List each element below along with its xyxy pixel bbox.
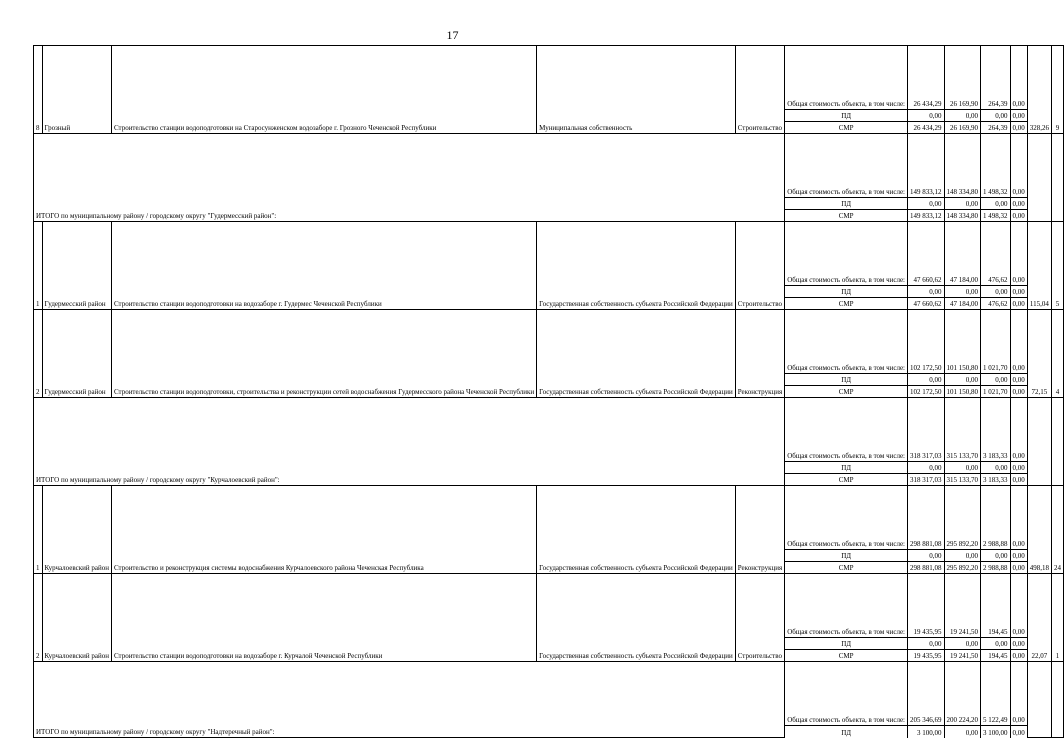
smr-value-3: 3 183,33 bbox=[981, 474, 1011, 486]
pd-value-4: 0,00 bbox=[1010, 638, 1027, 650]
pd-value-2: 0,00 bbox=[944, 286, 981, 298]
cost-label-total: Общая стоимость объекта, в том числе: bbox=[785, 486, 908, 550]
smr-value-4: 0,00 bbox=[1010, 562, 1027, 574]
object-name: Строительство станции водоподготовки на Старосунженском водозаборе г. Грозного Чеченской Республики bbox=[111, 46, 536, 134]
count-value: 1 bbox=[1052, 574, 1064, 662]
pd-value-4: 0,00 bbox=[1010, 198, 1027, 210]
total-value-1: 102 172,50 bbox=[908, 310, 945, 374]
total-value-4: 0,00 bbox=[1010, 310, 1027, 374]
cost-label-smr: СМР bbox=[785, 474, 908, 486]
row-number: 8 bbox=[34, 46, 43, 134]
pd-value-2: 0,00 bbox=[944, 462, 981, 474]
total-value-2: 148 334,80 bbox=[944, 134, 981, 198]
pd-value-1: 0,00 bbox=[908, 638, 945, 650]
cost-label-total: Общая стоимость объекта, в том числе: bbox=[785, 662, 908, 726]
total-value-4: 0,00 bbox=[1010, 222, 1027, 286]
smr-value-3: 2 988,88 bbox=[981, 562, 1011, 574]
smr-value-3: 1 021,70 bbox=[981, 386, 1011, 398]
count-value bbox=[1052, 662, 1064, 738]
pd-value-4: 0,00 bbox=[1010, 110, 1027, 122]
ownership: Государственная собственность субъекта Российской Федерации bbox=[537, 486, 736, 574]
smr-value-1: 318 317,03 bbox=[908, 474, 945, 486]
smr-value-4: 0,00 bbox=[1010, 474, 1027, 486]
pd-value-2: 0,00 bbox=[944, 374, 981, 386]
count-value bbox=[1052, 134, 1064, 222]
cost-label-pd: ПД bbox=[785, 462, 908, 474]
cost-label-pd: ПД bbox=[785, 550, 908, 562]
municipality: Грозный bbox=[42, 46, 111, 134]
count-value: 24 bbox=[1052, 486, 1064, 574]
row-number: 2 bbox=[34, 310, 43, 398]
smr-value-4: 0,00 bbox=[1010, 650, 1027, 662]
cost-label-pd: ПД bbox=[785, 286, 908, 298]
object-name: Строительство станции водоподготовки, строительства и реконструкции сетей водоснабжения Гудермесского района Чеченской Республики bbox=[111, 310, 536, 398]
pd-value-2: 0,00 bbox=[944, 550, 981, 562]
pd-value-2: 0,00 bbox=[944, 726, 981, 738]
total-value-4: 0,00 bbox=[1010, 662, 1027, 726]
table-row bbox=[34, 134, 1064, 198]
total-value-2: 200 224,20 bbox=[944, 662, 981, 726]
smr-value-2: 101 150,80 bbox=[944, 386, 981, 398]
total-value-1: 205 346,69 bbox=[908, 662, 945, 726]
cost-label-pd: ПД bbox=[785, 638, 908, 650]
group-total-label: ИТОГО по муниципальному району / городскому округу "Курчалоевский район": bbox=[34, 398, 785, 486]
object-name: Строительство станции водоподготовки на водозаборе г. Курчалой Чеченской Республики bbox=[111, 574, 536, 662]
cost-label-smr: СМР bbox=[785, 210, 908, 222]
cost-label-smr: СМР bbox=[785, 386, 908, 398]
pd-value-1: 0,00 bbox=[908, 374, 945, 386]
total-value-1: 318 317,03 bbox=[908, 398, 945, 462]
total-value-3: 1 498,32 bbox=[981, 134, 1011, 198]
count-value: 9 bbox=[1052, 46, 1064, 134]
capacity-value bbox=[1027, 134, 1051, 222]
pd-value-2: 0,00 bbox=[944, 198, 981, 210]
smr-value-2: 26 169,90 bbox=[944, 122, 981, 134]
work-type: Строительство bbox=[735, 574, 784, 662]
total-value-3: 2 988,88 bbox=[981, 486, 1011, 550]
row-number: 2 bbox=[34, 574, 43, 662]
count-value: 4 bbox=[1052, 310, 1064, 398]
smr-value-3: 476,62 bbox=[981, 298, 1011, 310]
pd-value-3: 0,00 bbox=[981, 198, 1011, 210]
total-value-3: 1 021,70 bbox=[981, 310, 1011, 374]
pd-value-3: 3 100,00 bbox=[981, 726, 1011, 738]
smr-value-1: 26 434,29 bbox=[908, 122, 945, 134]
table-row bbox=[34, 574, 1064, 638]
total-value-1: 26 434,29 bbox=[908, 46, 945, 110]
object-name: Строительство станции водоподготовки на водозаборе г. Гудермес Чеченской Республики bbox=[111, 222, 536, 310]
total-value-3: 3 183,33 bbox=[981, 398, 1011, 462]
table-body bbox=[34, 46, 1064, 738]
municipality: Гудермесский район bbox=[42, 222, 111, 310]
smr-value-3: 194,45 bbox=[981, 650, 1011, 662]
pd-value-2: 0,00 bbox=[944, 638, 981, 650]
smr-value-2: 315 133,70 bbox=[944, 474, 981, 486]
cost-label-total: Общая стоимость объекта, в том числе: bbox=[785, 134, 908, 198]
pd-value-3: 0,00 bbox=[981, 110, 1011, 122]
table-row bbox=[34, 222, 1064, 286]
cost-label-pd: ПД bbox=[785, 374, 908, 386]
total-value-1: 298 881,08 bbox=[908, 486, 945, 550]
cost-label-total: Общая стоимость объекта, в том числе: bbox=[785, 222, 908, 286]
capacity-value: 22,07 bbox=[1027, 574, 1051, 662]
total-value-4: 0,00 bbox=[1010, 46, 1027, 110]
total-value-3: 5 122,49 bbox=[981, 662, 1011, 726]
count-value: 5 bbox=[1052, 222, 1064, 310]
cost-label-pd: ПД bbox=[785, 726, 908, 738]
cost-label-total: Общая стоимость объекта, в том числе: bbox=[785, 310, 908, 374]
smr-value-4: 0,00 bbox=[1010, 386, 1027, 398]
smr-value-1: 298 881,08 bbox=[908, 562, 945, 574]
total-value-1: 19 435,95 bbox=[908, 574, 945, 638]
table-row bbox=[34, 486, 1064, 550]
municipality: Курчалоевский район bbox=[42, 486, 111, 574]
cost-label-smr: СМР bbox=[785, 298, 908, 310]
cost-label-pd: ПД bbox=[785, 110, 908, 122]
total-value-4: 0,00 bbox=[1010, 574, 1027, 638]
smr-value-2: 148 334,80 bbox=[944, 210, 981, 222]
count-value bbox=[1052, 398, 1064, 486]
municipality: Гудермесский район bbox=[42, 310, 111, 398]
total-value-3: 264,39 bbox=[981, 46, 1011, 110]
row-number: 1 bbox=[34, 486, 43, 574]
total-value-2: 101 150,80 bbox=[944, 310, 981, 374]
smr-value-2: 19 241,50 bbox=[944, 650, 981, 662]
object-name: Строительство и реконструкция системы водоснабжения Курчалоевского района Чеченская Республика bbox=[111, 486, 536, 574]
smr-value-1: 47 660,62 bbox=[908, 298, 945, 310]
work-type: Строительство bbox=[735, 46, 784, 134]
group-total-label: ИТОГО по муниципальному району / городскому округу "Гудермесский район": bbox=[34, 134, 785, 222]
capacity-value: 115,04 bbox=[1027, 222, 1051, 310]
work-type: Строительство bbox=[735, 222, 784, 310]
capacity-value bbox=[1027, 662, 1051, 738]
total-value-4: 0,00 bbox=[1010, 398, 1027, 462]
total-value-2: 295 892,20 bbox=[944, 486, 981, 550]
pd-value-3: 0,00 bbox=[981, 462, 1011, 474]
pd-value-1: 0,00 bbox=[908, 198, 945, 210]
pd-value-2: 0,00 bbox=[944, 110, 981, 122]
cost-label-smr: СМР bbox=[785, 650, 908, 662]
capacity-value bbox=[1027, 398, 1051, 486]
capacity-value: 72,15 bbox=[1027, 310, 1051, 398]
total-value-1: 149 833,12 bbox=[908, 134, 945, 198]
smr-value-2: 295 892,20 bbox=[944, 562, 981, 574]
cost-label-smr: СМР bbox=[785, 122, 908, 134]
municipality: Курчалоевский район bbox=[42, 574, 111, 662]
investment-objects-table bbox=[33, 45, 1064, 738]
capacity-value: 498,18 bbox=[1027, 486, 1051, 574]
smr-value-1: 149 833,12 bbox=[908, 210, 945, 222]
pd-value-4: 0,00 bbox=[1010, 286, 1027, 298]
total-value-1: 47 660,62 bbox=[908, 222, 945, 286]
total-value-3: 476,62 bbox=[981, 222, 1011, 286]
cost-label-total: Общая стоимость объекта, в том числе: bbox=[785, 398, 908, 462]
table-row bbox=[34, 662, 1064, 726]
ownership: Муниципальная собственность bbox=[537, 46, 736, 134]
pd-value-3: 0,00 bbox=[981, 286, 1011, 298]
smr-value-4: 0,00 bbox=[1010, 298, 1027, 310]
pd-value-1: 0,00 bbox=[908, 110, 945, 122]
smr-value-3: 1 498,32 bbox=[981, 210, 1011, 222]
pd-value-3: 0,00 bbox=[981, 374, 1011, 386]
smr-value-1: 19 435,95 bbox=[908, 650, 945, 662]
cost-label-smr: СМР bbox=[785, 562, 908, 574]
total-value-2: 26 169,90 bbox=[944, 46, 981, 110]
capacity-value: 328,26 bbox=[1027, 46, 1051, 134]
table-row bbox=[34, 398, 1064, 462]
pd-value-4: 0,00 bbox=[1010, 726, 1027, 738]
cost-label-pd: ПД bbox=[785, 198, 908, 210]
ownership: Государственная собственность субъекта Российской Федерации bbox=[537, 574, 736, 662]
total-value-4: 0,00 bbox=[1010, 134, 1027, 198]
total-value-2: 19 241,50 bbox=[944, 574, 981, 638]
work-type: Реконструкция bbox=[735, 486, 784, 574]
pd-value-1: 0,00 bbox=[908, 462, 945, 474]
smr-value-2: 47 184,00 bbox=[944, 298, 981, 310]
pd-value-1: 3 100,00 bbox=[908, 726, 945, 738]
pd-value-4: 0,00 bbox=[1010, 550, 1027, 562]
page-number: 17 bbox=[446, 28, 459, 42]
total-value-4: 0,00 bbox=[1010, 486, 1027, 550]
total-value-2: 47 184,00 bbox=[944, 222, 981, 286]
pd-value-1: 0,00 bbox=[908, 550, 945, 562]
ownership: Государственная собственность субъекта Российской Федерации bbox=[537, 310, 736, 398]
group-total-label: ИТОГО по муниципальному району / городскому округу "Надтеречный район": bbox=[34, 662, 785, 738]
smr-value-1: 102 172,50 bbox=[908, 386, 945, 398]
pd-value-1: 0,00 bbox=[908, 286, 945, 298]
total-value-3: 194,45 bbox=[981, 574, 1011, 638]
total-value-2: 315 133,70 bbox=[944, 398, 981, 462]
cost-label-total: Общая стоимость объекта, в том числе: bbox=[785, 574, 908, 638]
smr-value-4: 0,00 bbox=[1010, 122, 1027, 134]
pd-value-3: 0,00 bbox=[981, 550, 1011, 562]
work-type: Реконструкция bbox=[735, 310, 784, 398]
cost-label-total: Общая стоимость объекта, в том числе: bbox=[785, 46, 908, 110]
smr-value-4: 0,00 bbox=[1010, 210, 1027, 222]
pd-value-4: 0,00 bbox=[1010, 462, 1027, 474]
pd-value-3: 0,00 bbox=[981, 638, 1011, 650]
smr-value-3: 264,39 bbox=[981, 122, 1011, 134]
table-row bbox=[34, 310, 1064, 374]
pd-value-4: 0,00 bbox=[1010, 374, 1027, 386]
row-number: 1 bbox=[34, 222, 43, 310]
table-row bbox=[34, 46, 1064, 110]
ownership: Государственная собственность субъекта Российской Федерации bbox=[537, 222, 736, 310]
